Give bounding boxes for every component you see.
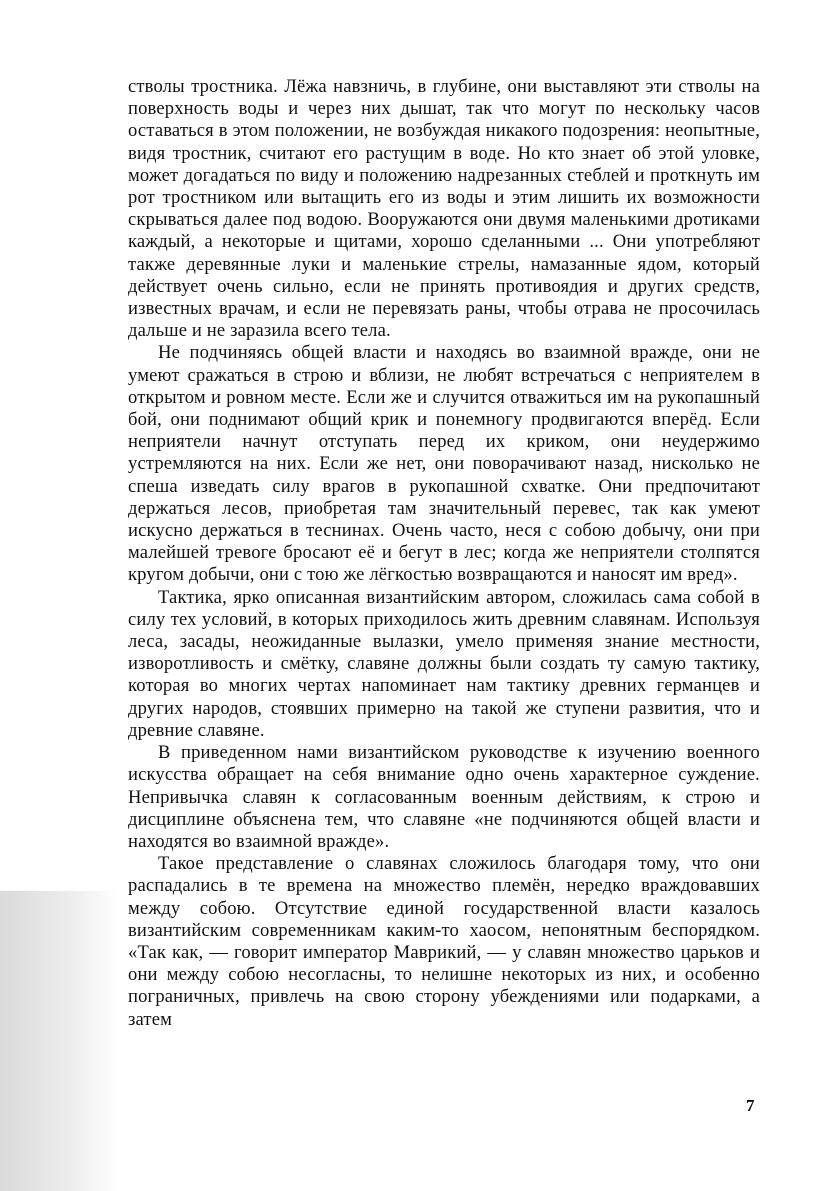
scan-shadow: [0, 891, 118, 1191]
paragraph-5: Такое представление о славянах сложилось благодаря тому, что они распадались в те времена на множество племён, нередко враждовавших между собою. Отсутствие единой государственной власти казалось византийским современникам каким-то хаосом, непонятным беспорядком. «Так как, — говорит император Маврикий, — у славян множество царьков и они между собою несогласны, то нелишне некоторых из них, и особенно пограничных, привлечь на свою сторону убеждениями или подарками, а затем: [128, 853, 760, 1030]
body-text: [128, 76, 760, 1031]
paragraph-2: Не подчиняясь общей власти и находясь во взаимной вражде, они не умеют сражаться в строю и вблизи, не любят встречаться с неприятелем в открытом и ровном месте. Если же и случится отважиться им на рукопашный бой, они поднимают общий крик и понемногу продвигаются вперёд. Если неприятели начнут отступать перед их криком, они неудержимо устремляются на них. Если же нет, они поворачивают назад, нисколько не спеша изведать силу врагов в рукопашной схватке. Они предпочитают держаться лесов, приобретая там значительный перевес, так как умеют искусно держаться в теснинах. Очень часто, неся с собою добычу, они при малейшей тревоге бросают её и бегут в лес; когда же неприятели столпятся кругом добычи, они с тою же лёгкостью возвращаются и наносят им вред».: [128, 342, 760, 586]
paragraph-3: Тактика, ярко описанная византийским автором, сложилась сама собой в силу тех условий, в которых приходилось жить древним славянам. Используя леса, засады, неожиданные вылазки, умело применяя знание местности, изворотливость и смётку, славяне должны были создать ту самую тактику, которая во многих чертах напоминает нам тактику древних германцев и других народов, стоявших примерно на такой же ступени развития, что и древние славяне.: [128, 586, 760, 741]
paragraph-4: В приведенном нами византийском руководстве к изучению военного искусства обращает на себя внимание одно очень характерное суждение. Непривычка славян к согласованным военным действиям, к строю и дисциплине объяснена тем, что славяне «не подчиняются общей власти и находятся во взаимной вражде».: [128, 742, 760, 852]
paragraph-1: стволы тростника. Лёжа навзничь, в глубине, они выставляют эти стволы на поверхность воды и через них дышат, так что могут по нескольку часов оставаться в этом положении, не возбуждая никакого подозрения: неопытные, видя тростник, считают его растущим в воде. Но кто знает об этой уловке, может догадаться по виду и положению надрезанных стеблей и проткнуть им рот тростником или вытащить его из воды и этим лишить их возможности скрываться далее под водою. Вооружаются они двумя маленькими дротиками каждый, а некоторые и щитами, хорошо сделанными ... Они употребляют также деревянные луки и маленькие стрелы, намазанные ядом, который действует очень сильно, если не принять противоядия и других средств, известных врачам, и если не перевязать раны, чтобы отрава не просочилась дальше и не заразила всего тела.: [128, 76, 760, 342]
page-number: 7: [746, 1096, 755, 1115]
